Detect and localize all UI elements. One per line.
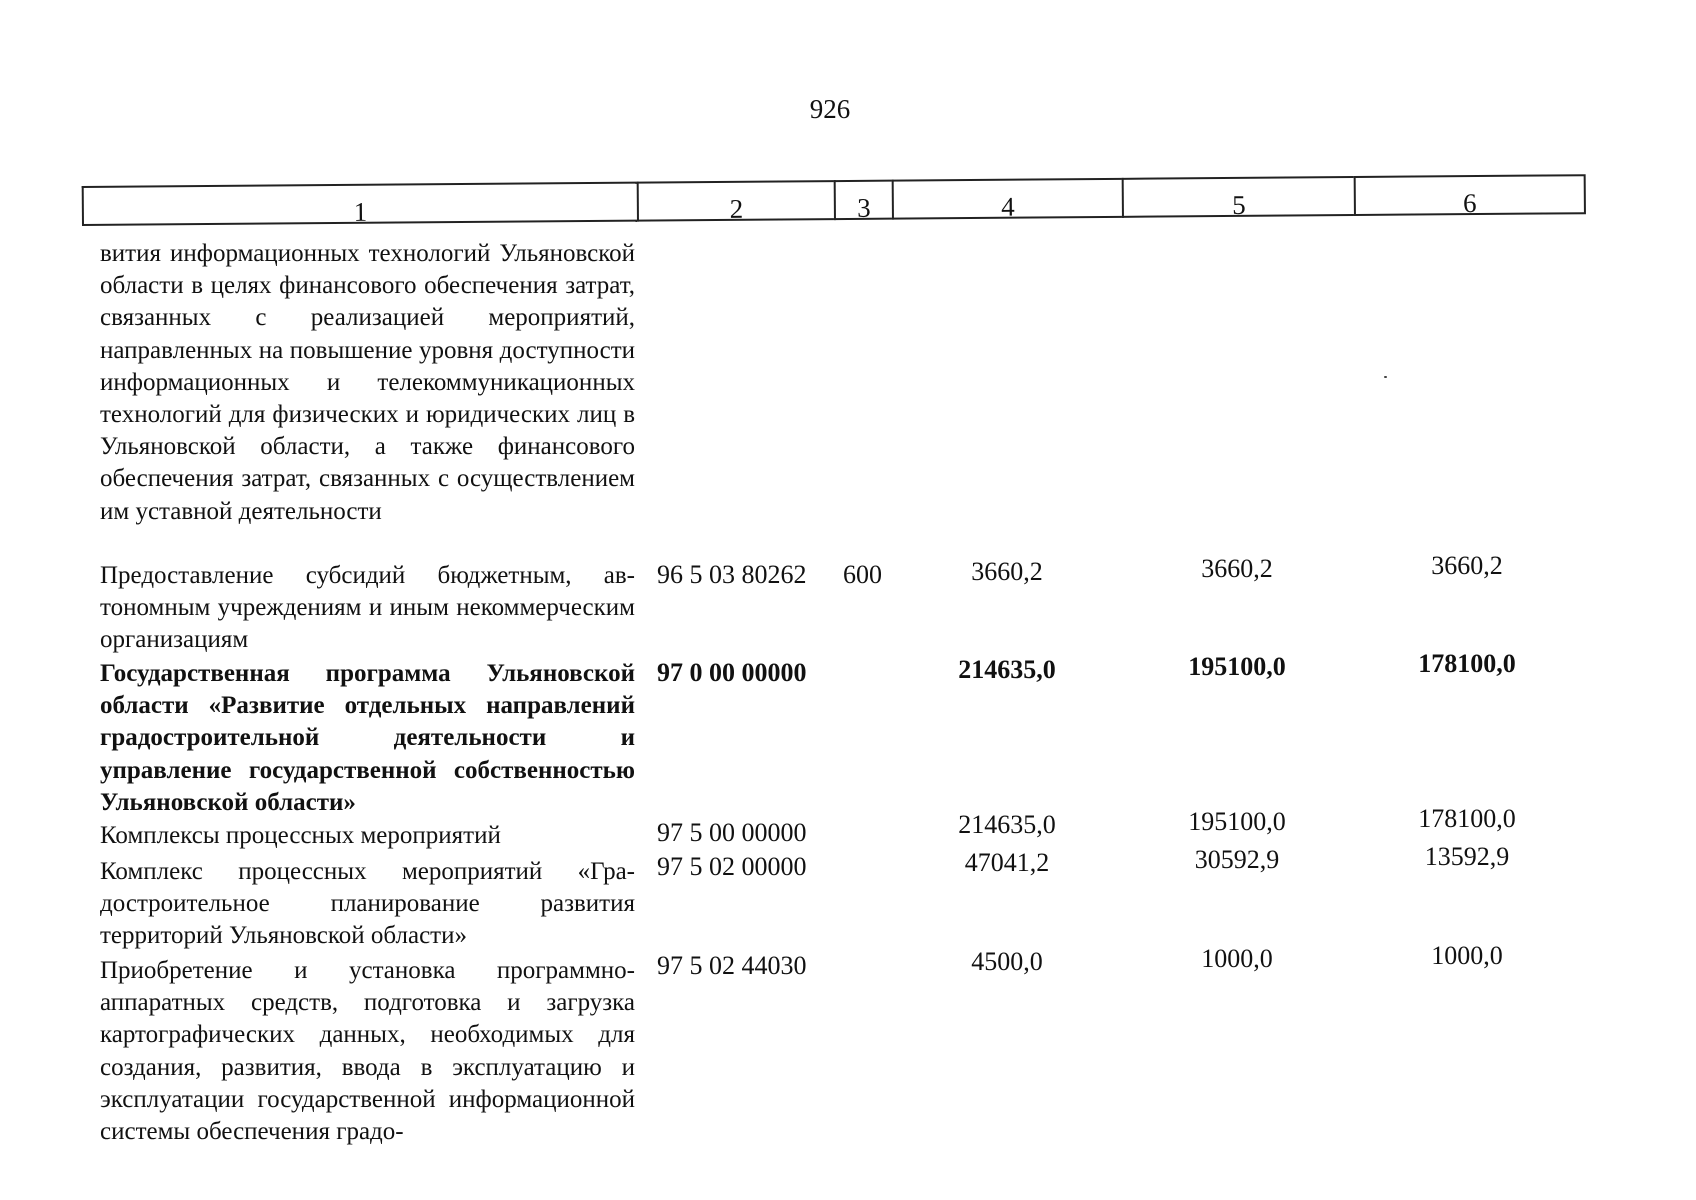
row-code: 97 5 00 00000 bbox=[657, 818, 807, 847]
row-value-col4: 3660,2 bbox=[971, 557, 1043, 586]
row-description: Комплекс процессных мероприятий «Градостроительное планирование развития территорий Ульяновской области» bbox=[100, 858, 635, 950]
row-value-col4: 214635,0 bbox=[958, 655, 1056, 684]
row-value-col6: 1000,0 bbox=[1431, 941, 1503, 970]
row-value-col4: 4500,0 bbox=[971, 947, 1043, 976]
row-value-col6: 13592,9 bbox=[1424, 842, 1510, 871]
row-value-col5: 3660,2 bbox=[1201, 554, 1273, 583]
row-description: Государственная программа Ульяновской области «Развитие отдельных направлений градостроительной деятельности и управление государственной собственностью Ульяновской области» bbox=[100, 660, 635, 816]
row-value-col6: 178100,0 bbox=[1418, 804, 1516, 833]
column-header-3: 3 bbox=[834, 180, 892, 220]
column-header-5: 5 bbox=[1122, 176, 1354, 218]
row-value-col4: 47041,2 bbox=[964, 848, 1050, 877]
row-code: 97 0 00 00000 bbox=[657, 658, 807, 687]
row-code: 97 5 02 44030 bbox=[657, 951, 807, 980]
row-code: 96 5 03 80262 bbox=[657, 560, 807, 589]
page-number: 926 bbox=[809, 94, 851, 124]
row-description: Приобретение и установка программно-аппаратных средств, подготовка и загрузка картографических данных, необходимых для создания, развития, ввода в эксплуатацию и эксплуатации государственной информационной системы обеспечения градо- bbox=[100, 957, 635, 1146]
row-expense-type: 600 bbox=[843, 560, 882, 589]
column-header-4: 4 bbox=[892, 178, 1122, 220]
row-value-col6: 178100,0 bbox=[1418, 649, 1516, 678]
row-value-col4: 214635,0 bbox=[958, 810, 1056, 839]
column-header-6: 6 bbox=[1354, 174, 1586, 216]
row-code: 97 5 02 00000 bbox=[657, 852, 807, 881]
table-header bbox=[82, 174, 1586, 226]
row-value-col5: 1000,0 bbox=[1201, 944, 1273, 973]
scan-speck bbox=[1384, 376, 1387, 378]
row-value-col6: 3660,2 bbox=[1431, 551, 1503, 580]
column-header-2: 2 bbox=[637, 180, 834, 222]
column-header-1: 1 bbox=[82, 182, 637, 226]
row-value-col5: 195100,0 bbox=[1188, 807, 1286, 836]
row-description: вития информационных технологий Ульяновской области в целях финансового обеспечения затрат, связанных с реализацией мероприятий, направленных на повышение уровня доступности информационных и телекоммуникационных технологий для физических и юридических лиц в Ульяновской области, а также финансового обеспечения затрат, связанных с осуществлением им уставной деятельности bbox=[100, 240, 635, 525]
row-value-col5: 195100,0 bbox=[1188, 652, 1286, 681]
row-description: Предоставление субсидий бюджетным, автономным учреждениям и иным некоммерческим организациям bbox=[100, 562, 635, 654]
row-value-col5: 30592,9 bbox=[1194, 845, 1280, 874]
row-description: Комплексы процессных мероприятий bbox=[100, 822, 501, 849]
